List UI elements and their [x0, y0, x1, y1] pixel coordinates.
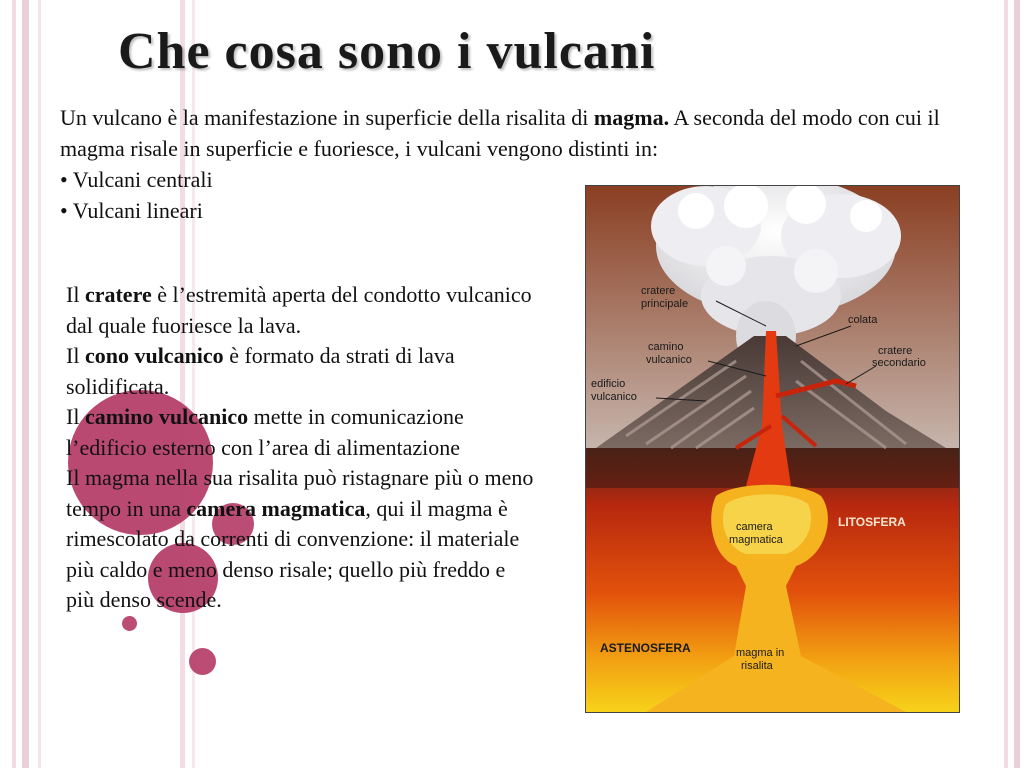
label-cratere-secondario-1: cratere — [878, 345, 913, 357]
label-magma-risalita-2: risalita — [741, 660, 773, 672]
label-cratere-principale-1: cratere — [641, 285, 676, 297]
label-magma-risalita-1: magma in — [736, 647, 785, 659]
definitions-block — [66, 280, 536, 616]
decor-stripe — [12, 0, 16, 768]
text: è l’estremità aperta del condotto vulcanico dal quale fuoriesce la lava. — [66, 282, 532, 338]
slide-title: Che cosa sono i vulcani — [118, 23, 656, 80]
decor-stripe — [38, 0, 41, 768]
label-litosfera: LITOSFERA — [838, 515, 906, 529]
volcano-diagram — [585, 185, 960, 713]
label-astenosfera: ASTENOSFERA — [600, 641, 691, 655]
label-camera-magmatica-2: magmatica — [729, 534, 783, 546]
label-edificio-vulcanico-2: vulcanico — [591, 391, 637, 403]
label-colata: colata — [848, 314, 878, 326]
term: camera magmatica — [186, 495, 366, 521]
decor-stripe — [1004, 0, 1008, 768]
intro-paragraph — [60, 102, 960, 164]
list-item: • Vulcani lineari — [60, 198, 203, 223]
text: Il — [66, 404, 85, 429]
text: mette in comunicazione l’edificio esterno con l’area di alimentazione — [66, 404, 464, 460]
volcano-illustration — [586, 186, 959, 712]
label-cratere-principale-2: principale — [641, 298, 689, 310]
list-item: • Vulcani centrali — [60, 167, 213, 192]
decor-stripe — [1014, 0, 1020, 768]
term: cratere — [84, 282, 152, 307]
label-edificio-vulcanico-1: edificio — [591, 378, 626, 390]
term: cono vulcanico — [84, 343, 224, 368]
definition-paragraph — [66, 402, 536, 463]
intro-bold: magma. — [593, 105, 670, 130]
decor-circle — [122, 616, 137, 631]
text: Il magma nella sua risalita può ristagnare più o meno tempo in una — [66, 465, 534, 521]
decor-stripe — [22, 0, 29, 768]
definition-paragraph — [66, 280, 536, 341]
label-camino-vulcanico-2: vulcanico — [646, 354, 692, 366]
definition-paragraph — [66, 341, 536, 402]
text: Il — [66, 282, 85, 307]
text: è formato da strati di lava solidificata. — [66, 343, 455, 399]
text: , qui il magma è rimescolato da correnti di convenzione: il materiale più caldo e meno denso risale; quello più freddo e più denso scende. — [66, 495, 520, 612]
intro-text-cont: A seconda del modo con cui il magma risale in superficie e fuoriesce, i vulcani vengono distinti in: — [60, 105, 940, 161]
label-cratere-secondario-2: secondario — [872, 357, 926, 369]
definition-paragraph — [66, 463, 536, 616]
term: camino vulcanico — [84, 404, 249, 429]
text: Il — [66, 343, 85, 368]
label-camera-magmatica-1: camera — [736, 521, 773, 533]
decor-circle — [189, 648, 216, 675]
label-camino-vulcanico-1: camino — [648, 341, 684, 353]
intro-text: Un vulcano è la manifestazione in superficie della risalita di — [60, 105, 594, 130]
